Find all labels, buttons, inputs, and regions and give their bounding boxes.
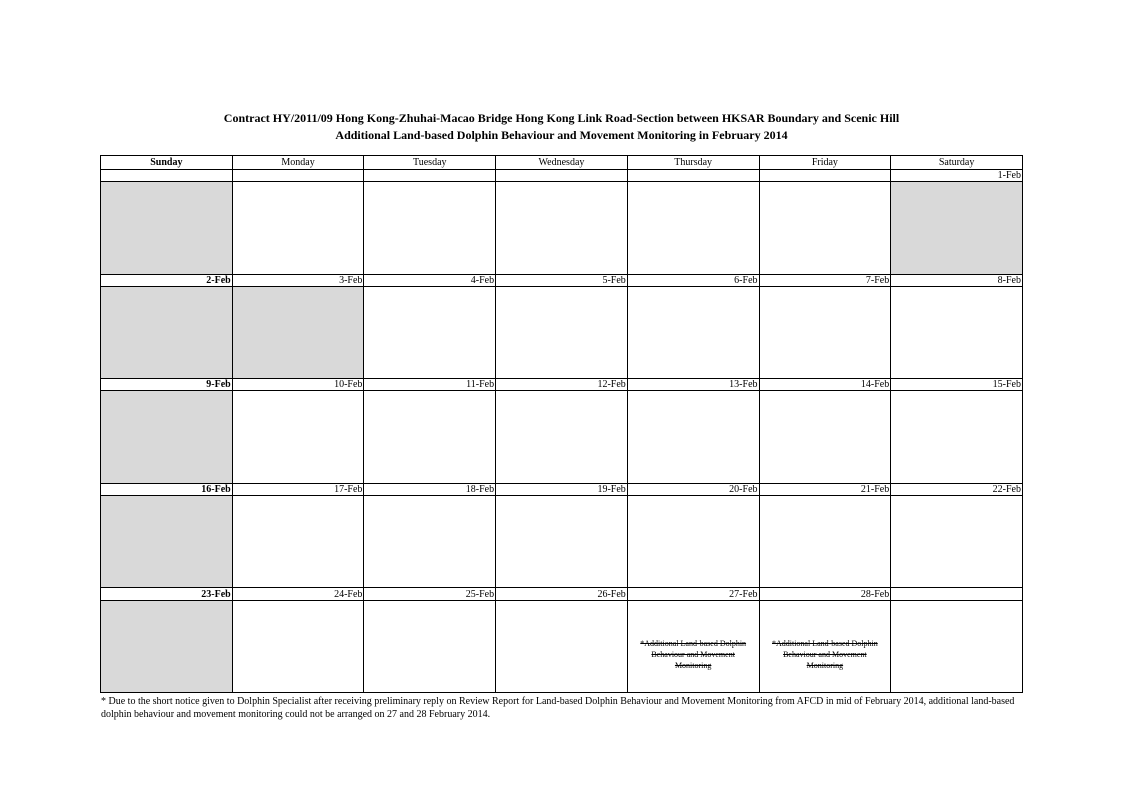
date-label: 7-Feb [759, 274, 891, 286]
day-cell-shaded [101, 600, 233, 692]
date-label [232, 170, 364, 182]
date-label: 4-Feb [364, 274, 496, 286]
day-cell [627, 496, 759, 588]
day-cell [891, 391, 1023, 483]
day-cell [891, 286, 1023, 378]
weekday-header-thursday: Thursday [627, 156, 759, 170]
weekday-header-row [101, 156, 1023, 170]
date-label: 3-Feb [232, 274, 364, 286]
day-cell [232, 391, 364, 483]
week-3-body-row [101, 391, 1023, 483]
date-label: 16-Feb [101, 483, 233, 495]
day-cell [364, 600, 496, 692]
day-cell [891, 496, 1023, 588]
weekday-header-tuesday: Tuesday [364, 156, 496, 170]
day-cell [627, 286, 759, 378]
date-label: 6-Feb [627, 274, 759, 286]
date-label: 25-Feb [364, 588, 496, 600]
day-cell [627, 600, 759, 692]
date-label: 26-Feb [496, 588, 628, 600]
week-5-body-row [101, 600, 1023, 692]
day-cell-shaded [101, 391, 233, 483]
day-cell [759, 391, 891, 483]
date-label: 14-Feb [759, 379, 891, 391]
day-cell-shaded [891, 182, 1023, 274]
day-cell [496, 286, 628, 378]
day-cell [627, 391, 759, 483]
calendar-table [100, 155, 1023, 693]
date-label: 15-Feb [891, 379, 1023, 391]
day-cell [496, 600, 628, 692]
title-line-2: Additional Land-based Dolphin Behaviour and Movement Monitoring in February 2014 [335, 128, 788, 142]
calendar-body [101, 156, 1023, 693]
date-label: 27-Feb [627, 588, 759, 600]
day-cell-shaded [232, 286, 364, 378]
day-cell [364, 286, 496, 378]
date-label: 8-Feb [891, 274, 1023, 286]
date-label: 18-Feb [364, 483, 496, 495]
day-cell [232, 182, 364, 274]
date-label [627, 170, 759, 182]
day-cell-shaded [101, 286, 233, 378]
day-cell [232, 600, 364, 692]
week-2-body-row [101, 286, 1023, 378]
weekday-header-wednesday: Wednesday [496, 156, 628, 170]
day-cell-shaded [101, 182, 233, 274]
date-label: 10-Feb [232, 379, 364, 391]
day-cell [759, 182, 891, 274]
day-cell [496, 182, 628, 274]
date-label [496, 170, 628, 182]
week-4-date-row [101, 483, 1023, 495]
day-cell [891, 600, 1023, 692]
week-5-date-row [101, 588, 1023, 600]
week-2-date-row [101, 274, 1023, 286]
day-cell [496, 391, 628, 483]
date-label: 12-Feb [496, 379, 628, 391]
date-label: 19-Feb [496, 483, 628, 495]
week-1-body-row [101, 182, 1023, 274]
cancelled-monitoring-note: *Additional Land-based Dolphin Behaviour and Movement Monitoring [771, 638, 878, 670]
date-label [759, 170, 891, 182]
day-cell [364, 496, 496, 588]
day-cell [496, 496, 628, 588]
date-label: 13-Feb [627, 379, 759, 391]
date-label: 2-Feb [101, 274, 233, 286]
week-1-date-row [101, 170, 1023, 182]
day-cell [364, 182, 496, 274]
footnote: * Due to the short notice given to Dolphin Specialist after receiving preliminary reply on Review Report for Land-based Dolphin Behaviour and Movement Monitoring from AFCD in mid of February 2014, additional land-based dolphin behaviour and movement monitoring could not be arranged on 27 and 28 February 2014. [101, 696, 1015, 720]
day-cell [759, 600, 891, 692]
day-cell [232, 496, 364, 588]
date-label: 28-Feb [759, 588, 891, 600]
date-label: 23-Feb [101, 588, 233, 600]
week-3-date-row [101, 379, 1023, 391]
weekday-header-friday: Friday [759, 156, 891, 170]
date-label: 22-Feb [891, 483, 1023, 495]
day-cell [759, 496, 891, 588]
day-cell [627, 182, 759, 274]
date-label [101, 170, 233, 182]
date-label: 1-Feb [891, 170, 1023, 182]
week-4-body-row [101, 496, 1023, 588]
cancelled-monitoring-note: *Additional Land-based Dolphin Behaviour and Movement Monitoring [640, 638, 747, 670]
date-label: 11-Feb [364, 379, 496, 391]
date-label: 9-Feb [101, 379, 233, 391]
date-label: 17-Feb [232, 483, 364, 495]
weekday-header-sunday: Sunday [101, 156, 233, 170]
date-label: 20-Feb [627, 483, 759, 495]
day-cell [364, 391, 496, 483]
weekday-header-monday: Monday [232, 156, 364, 170]
weekday-header-saturday: Saturday [891, 156, 1023, 170]
title-line-1: Contract HY/2011/09 Hong Kong-Zhuhai-Macao Bridge Hong Kong Link Road-Section between HKSAR Boundary and Scenic Hill [223, 111, 900, 125]
date-label [891, 588, 1023, 600]
day-cell [759, 286, 891, 378]
day-cell-shaded [101, 496, 233, 588]
date-label: 24-Feb [232, 588, 364, 600]
date-label: 21-Feb [759, 483, 891, 495]
date-label: 5-Feb [496, 274, 628, 286]
date-label [364, 170, 496, 182]
